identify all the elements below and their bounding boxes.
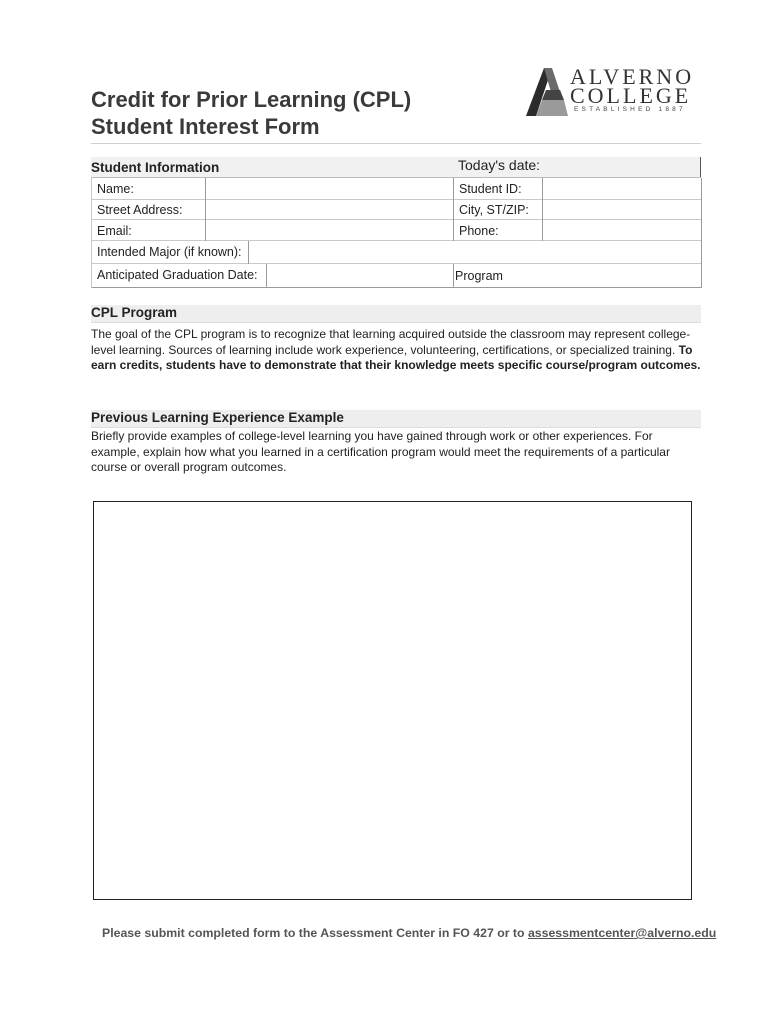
alverno-college-logo — [524, 66, 704, 118]
student-id-field[interactable] — [543, 178, 701, 199]
grid-program-divider — [453, 264, 454, 288]
city-st-zip-label: City, ST/ZIP: — [459, 203, 529, 217]
student-id-label: Student ID: — [459, 182, 522, 196]
logo-tagline: ESTABLISHED 1887 — [574, 106, 686, 113]
street-address-field[interactable] — [206, 199, 453, 219]
cpl-program-text: The goal of the CPL program is to recognize that learning acquired outside the classroom may represent college-level learning. Sources of learning include work experience, volunteering, certifications, or specialized training. — [91, 327, 691, 357]
grid-label-divider — [205, 178, 206, 241]
cpl-program-requirement: To earn credits, students have to demonstrate that their knowledge meets specific course/program outcomes. — [91, 342, 701, 372]
grid-center-divider — [453, 178, 454, 241]
row-address-city — [91, 199, 702, 220]
row-email-phone — [91, 220, 702, 241]
anticipated-graduation-label: Anticipated Graduation Date: — [97, 268, 258, 282]
logo-word-alverno: ALVERNO — [570, 64, 695, 89]
student-info-header — [91, 157, 701, 178]
assessment-center-email-link[interactable]: assessmentcenter@alverno.edu — [527, 926, 717, 940]
previous-learning-answer-box[interactable] — [93, 501, 692, 900]
grid-left-edge — [91, 178, 92, 288]
cpl-program-header — [91, 305, 701, 323]
row-name-id — [91, 178, 702, 200]
intended-major-label: Intended Major (if known): — [97, 245, 242, 259]
intended-major-field[interactable] — [249, 241, 701, 263]
email-label: Email: — [97, 224, 132, 238]
alverno-a-logo-icon — [524, 66, 570, 118]
student-info-title: Student Information — [91, 160, 220, 175]
phone-label: Phone: — [459, 224, 499, 238]
cpl-program-title: CPL Program — [91, 305, 178, 320]
phone-field[interactable] — [543, 220, 701, 240]
form-title — [91, 86, 511, 140]
row-graduation-program — [91, 264, 702, 288]
name-field[interactable] — [206, 178, 453, 199]
form-title-line1: Credit for Prior Learning (CPL) — [91, 87, 412, 112]
previous-learning-description: Briefly provide examples of college-level learning you have gained through work or other experiences. For example, explain how what you learned in a certification program would meet the requirements of a particular course or overall program outcomes. — [91, 429, 670, 474]
city-st-zip-field[interactable] — [543, 199, 701, 219]
form-title-line2: Student Interest Form — [91, 114, 320, 139]
anticipated-graduation-field[interactable] — [267, 264, 453, 287]
footer-text: Please submit completed form to the Assessment Center in FO 427 or to — [102, 926, 525, 940]
cpl-program-description — [91, 327, 701, 374]
grid-right-label-divider — [542, 178, 543, 241]
title-divider — [91, 143, 701, 144]
previous-learning-title: Previous Learning Experience Example — [91, 410, 344, 425]
previous-learning-header — [91, 410, 701, 428]
street-address-label: Street Address: — [97, 203, 183, 217]
name-label: Name: — [97, 182, 134, 196]
grid-major-divider — [248, 241, 249, 264]
email-field[interactable] — [206, 220, 453, 240]
logo-word-college: COLLEGE — [570, 83, 692, 108]
grid-right-edge — [701, 178, 702, 288]
grid-graduation-divider — [266, 264, 267, 288]
todays-date-label: Today's date: — [458, 157, 541, 173]
row-intended-major — [91, 241, 702, 264]
program-field[interactable] — [543, 264, 701, 287]
footer-note — [102, 926, 716, 940]
student-info-grid — [91, 178, 702, 288]
todays-date-field-edge — [700, 157, 701, 177]
program-label: Program — [455, 269, 503, 283]
